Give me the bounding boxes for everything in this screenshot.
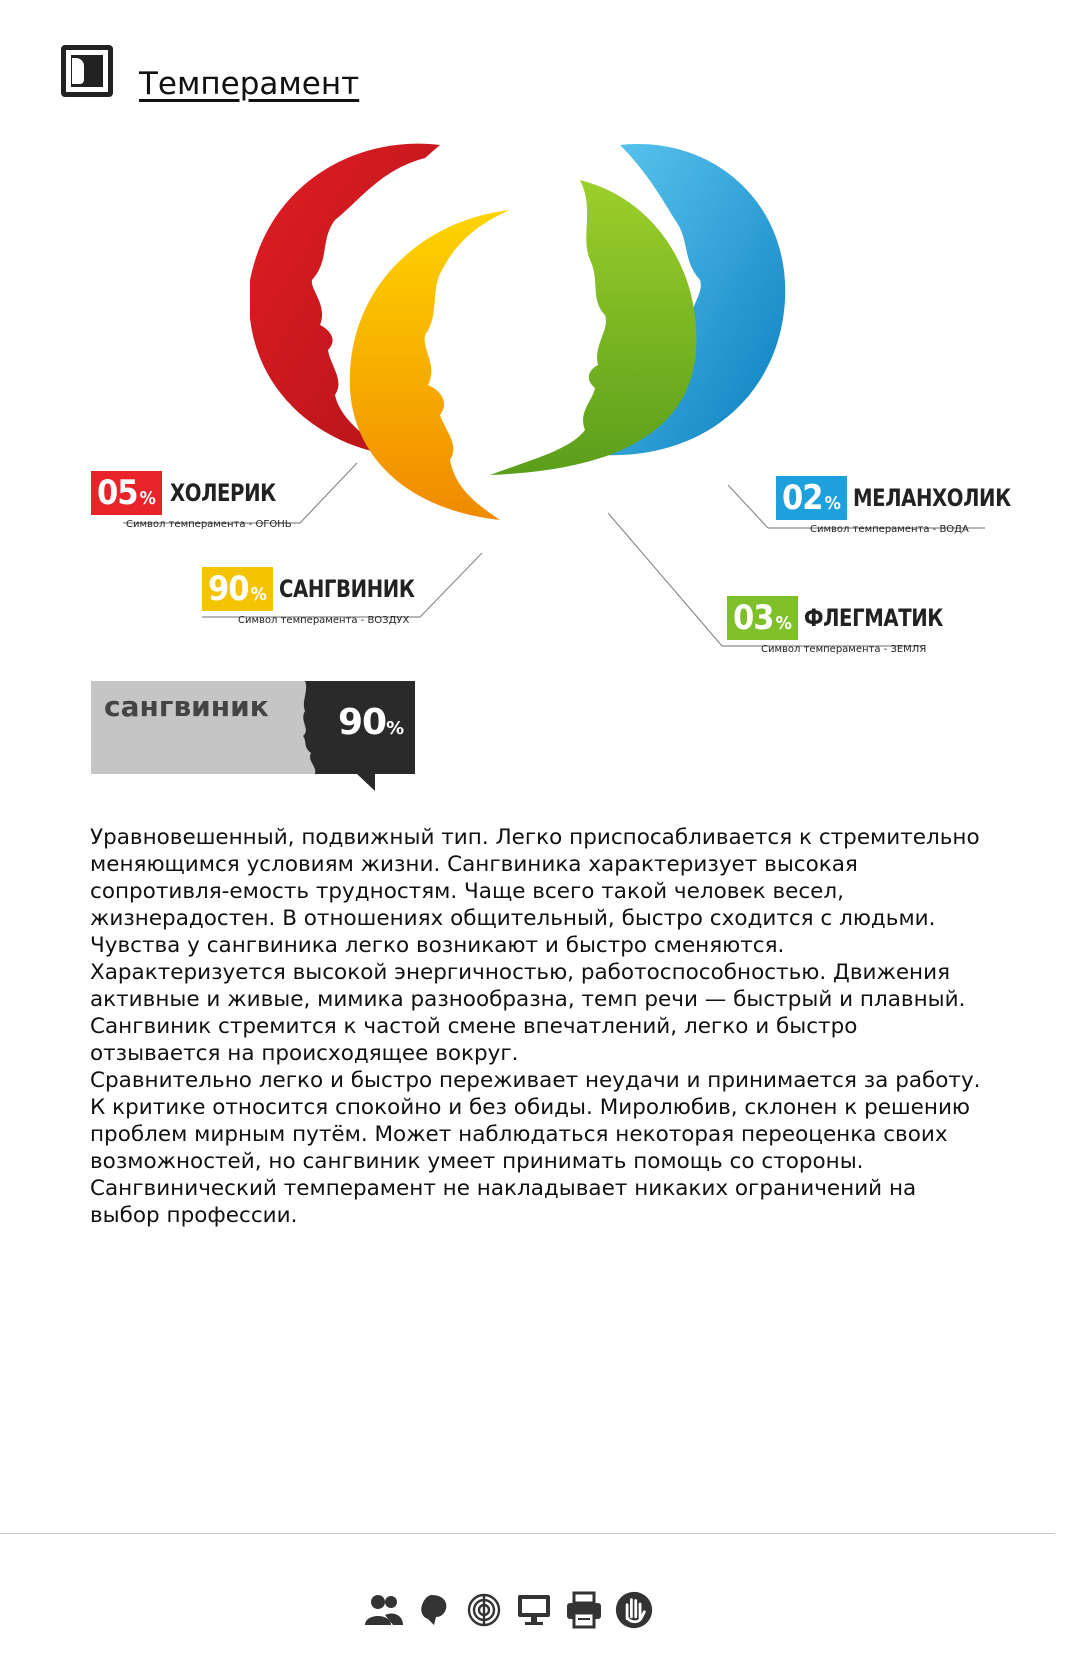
computer-icon[interactable] <box>515 1591 553 1629</box>
result-percent: 90% <box>338 702 405 743</box>
phlegmatic-percent-badge: 03 % <box>727 596 798 640</box>
description-paragraph: Сангвинический темперамент не накладывает никаких ограничений на выбор профессии. <box>90 1176 917 1228</box>
melancholic-percent-badge: 02 % <box>776 476 847 520</box>
temperament-description <box>90 824 990 1229</box>
hand-icon[interactable] <box>615 1591 653 1629</box>
description-paragraph: Характеризуется высокой энергичностью, работоспособностью. Движения активные и живые, мимика разнообразна, темп речи — быстрый и плавный. Сангвиник стремится к частой смене впечатлений, легко и быстро отзывается на происходящее вокруг. <box>90 960 966 1066</box>
choleric-label <box>91 471 299 530</box>
melancholic-label <box>776 476 1045 535</box>
footer-icon-bar <box>365 1585 653 1635</box>
melancholic-subtitle: Символ темперамента - ВОДА <box>810 524 969 535</box>
head-speech-icon[interactable] <box>415 1591 453 1629</box>
result-label: сангвиник <box>104 690 269 723</box>
choleric-name: ХОЛЕРИК <box>169 479 276 507</box>
description-paragraph: Сравнительно легко и быстро переживает неудачи и принимается за работу. К критике относится спокойно и без обиды. Миролюбив, склонен к решению проблем мирным путём. Может наблюдаться некоторая переоценка своих возможностей, но сангвиник умеет принимать помощь со стороны. <box>90 1068 981 1174</box>
description-paragraph: Уравновешенный, подвижный тип. Легко приспосабливается к стремительно меняющимся условиям жизни. Сангвиника характеризует высокая сопротивля-емость трудностям. Чаще всего такой человек весел, жизнерадостен. В отношениях общительный, быстро сходится с людьми. Чувства у сангвиника легко возникают и быстро сменяются. <box>90 825 980 958</box>
choleric-percent-badge: 05 % <box>91 471 162 515</box>
sanguine-name: САНГВИНИК <box>278 575 415 603</box>
page-title: Темперамент <box>139 66 360 102</box>
sanguine-subtitle: Символ темперамента - ВОЗДУХ <box>238 615 410 626</box>
phlegmatic-name: ФЛЕГМАТИК <box>803 604 943 632</box>
printer-icon[interactable] <box>565 1591 603 1629</box>
people-icon[interactable] <box>365 1591 403 1629</box>
phlegmatic-subtitle: Символ темперамента - ЗЕМЛЯ <box>761 644 927 655</box>
sanguine-percent-badge: 90 % <box>202 567 273 611</box>
choleric-subtitle: Символ темперамента - ОГОНЬ <box>126 519 292 530</box>
footer-divider <box>0 1533 1055 1534</box>
phlegmatic-label <box>727 596 973 655</box>
fingerprint-icon[interactable] <box>465 1591 503 1629</box>
melancholic-name: МЕЛАНХОЛИК <box>852 484 1011 512</box>
sanguine-label <box>202 567 444 626</box>
